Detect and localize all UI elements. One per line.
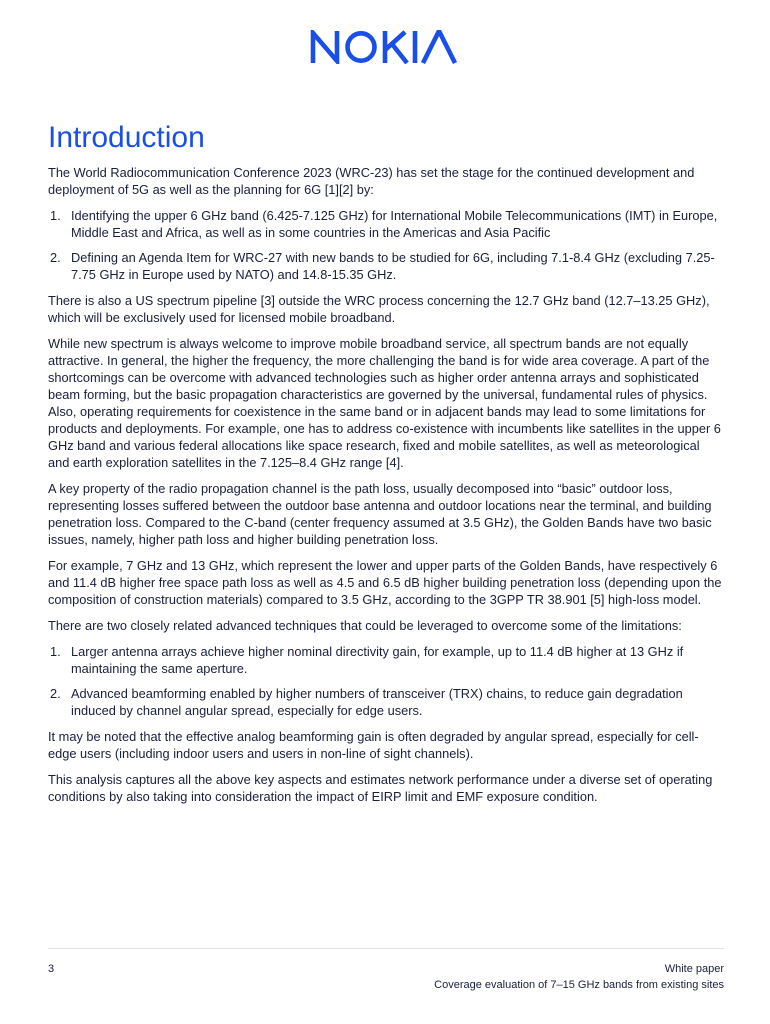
list-item-text: Larger antenna arrays achieve higher nominal directivity gain, for example, up to 11.4 dB higher at 13 GHz if maintaining the same aperture.: [71, 644, 684, 676]
nokia-logo: [0, 30, 770, 64]
paragraph: For example, 7 GHz and 13 GHz, which represent the lower and upper parts of the Golden Bands, have respectively 6 and 11.4 dB higher free space path loss as well as 4.5 and 6.5 dB higher building penetration loss (depending upon the composition of construction materials) compared to 3.5 GHz, according to the 3GPP TR 38.901 [5] high-loss model.: [48, 558, 722, 607]
list-number: 2.: [50, 686, 61, 701]
list-item: [48, 643, 724, 677]
list-item: [48, 685, 724, 719]
paragraph: The World Radiocommunication Conference 2023 (WRC-23) has set the stage for the continued development and deployment of 5G as well as the planning for 6G [1][2] by:: [48, 165, 695, 197]
nokia-logo-icon: [310, 30, 460, 64]
paragraph: This analysis captures all the above key aspects and estimates network performance under a diverse set of operating conditions by also taking into consideration the impact of EIRP limit and EMF exposure condition.: [48, 772, 713, 804]
list-item-text: Identifying the upper 6 GHz band (6.425-7.125 GHz) for International Mobile Telecommunications (IMT) in Europe, Middle East and Africa, as well as in some countries in the Americas and Asia Pacific: [71, 208, 718, 240]
paragraph: A key property of the radio propagation channel is the path loss, usually decomposed into “basic” outdoor loss, representing losses suffered between the outdoor base antenna and outdoor locations near the terminal, and building penetration loss. Compared to the C-band (center frequency assumed at 3.5 GHz), the Golden Bands have two basic issues, namely, higher path loss and higher building penetration loss.: [48, 481, 712, 547]
page-title: Introduction: [48, 121, 205, 154]
footer-doc-type: White paper: [664, 963, 724, 975]
list-number: 1.: [50, 208, 61, 223]
page-number: 3: [48, 963, 55, 975]
page-footer: [48, 948, 724, 991]
numbered-list: [48, 643, 724, 719]
list-item: [48, 249, 724, 283]
footer-doc-info: [434, 961, 724, 993]
list-number: 1.: [50, 644, 61, 659]
list-item-text: Advanced beamforming enabled by higher numbers of transceiver (TRX) chains, to reduce gain degradation induced by channel angular spread, especially for edge users.: [71, 686, 683, 718]
paragraph: It may be noted that the effective analog beamforming gain is often degraded by angular spread, especially for cell-edge users (including indoor users and users in non-line of sight channels).: [48, 729, 699, 761]
numbered-list: [48, 207, 724, 283]
list-item-text: Defining an Agenda Item for WRC-27 with new bands to be studied for 6G, including 7.1-8.4 GHz (excluding 7.25-7.75 GHz in Europe used by NATO) and 14.8-15.35 GHz.: [71, 250, 715, 282]
list-number: 2.: [50, 250, 61, 265]
paragraph: While new spectrum is always welcome to improve mobile broadband service, all spectrum bands are not equally attractive. In general, the higher the frequency, the more challenging the band is for wide area coverage. A part of the shortcomings can be overcome with advanced technologies such as higher order antenna arrays and sophisticated beam forming, but the basic propagation characteristics are governed by the universal, fundamental rules of physics. Also, operating requirements for coexistence in the same band or in adjacent bands may lead to some limitations for products and deployments. For example, one has to address co-existence with incumbents like satellites in the upper 6 GHz band and various federal allocations like space research, fixed and mobile satellites, as well as meteorological and earth exploration satellites in the 7.125–8.4 GHz range [4].: [48, 336, 721, 470]
main-content: [48, 120, 724, 814]
paragraph: There is also a US spectrum pipeline [3] outside the WRC process concerning the 12.7 GHz band (12.7–13.25 GHz), which will be exclusively used for licensed mobile broadband.: [48, 293, 710, 325]
footer-doc-title: Coverage evaluation of 7–15 GHz bands from existing sites: [434, 979, 724, 991]
paragraph: There are two closely related advanced techniques that could be leveraged to overcome some of the limitations:: [48, 618, 682, 633]
list-item: [48, 207, 724, 241]
